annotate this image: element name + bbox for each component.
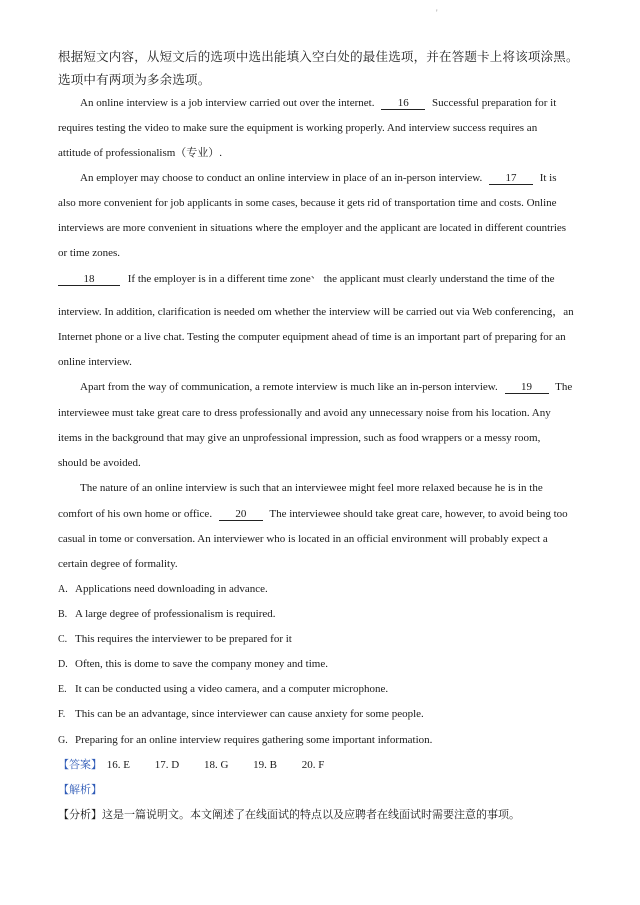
option-letter: D.	[58, 659, 68, 670]
passage-line: should be avoided.	[58, 457, 141, 469]
option-text: Often, this is dome to save the company money and time.	[75, 658, 328, 670]
sentence: It is	[539, 172, 557, 184]
option-letter: B.	[58, 609, 68, 620]
option-text: It can be conducted using a video camera, and a computer microphone.	[75, 683, 389, 695]
analysis-label: 【解析】	[58, 783, 102, 796]
passage-paragraph-3	[58, 272, 555, 287]
instruction-line-1: 根据短文内容，从短文后的选项中选出能填入空白处的最佳选项，并在答题卡上将该项涂黑。	[58, 49, 579, 64]
option-b	[58, 607, 276, 622]
sentence: Successful preparation for it	[431, 97, 557, 109]
header-mark: '	[436, 8, 438, 18]
answer-item: 19. B	[253, 759, 277, 771]
sentence: If the employer is in a different time zone	[127, 273, 311, 285]
passage-paragraph-4	[80, 380, 572, 394]
option-text: Preparing for an online interview requires gathering some important information.	[75, 734, 433, 746]
fenxi-label: 【分析】	[58, 808, 102, 821]
passage-paragraph-5: The nature of an online interview is such that an interviewee might feel more relaxed because he is in the	[80, 482, 543, 494]
sentence: comfort of his own home or office.	[58, 508, 213, 520]
sentence: The	[555, 381, 573, 393]
passage-line: certain degree of formality.	[58, 558, 178, 570]
analysis-heading	[58, 783, 102, 797]
sentence: An online interview is a job interview carried out over the internet.	[80, 97, 375, 109]
option-letter: E.	[58, 684, 67, 695]
passage-paragraph-1	[80, 96, 556, 110]
sentence: Apart from the way of communication, a remote interview is much like an in-person interview.	[80, 381, 498, 393]
passage-line: Internet phone or a live chat. Testing the computer equipment ahead of time is an important part of preparing for an	[58, 331, 566, 343]
option-a	[58, 582, 268, 597]
option-c	[58, 632, 292, 647]
option-letter: F.	[58, 709, 66, 720]
answer-item: 17. D	[154, 759, 180, 771]
option-letter: C.	[58, 634, 68, 645]
option-e	[58, 682, 388, 697]
blank-18: 18	[58, 273, 120, 286]
passage-line: casual in tome or conversation. An interviewer who is located in an official environment will probably expect a	[58, 533, 548, 545]
answer-label: 【答案】	[58, 758, 102, 771]
passage-line: also more convenient for job applicants in some cases, because it gets rid of transportation time and costs. Online	[58, 197, 557, 209]
blank-19: 19	[505, 381, 549, 394]
passage-paragraph-2	[80, 171, 557, 185]
option-text: This can be an advantage, since interviewer can cause anxiety for some people.	[75, 708, 424, 720]
passage-line: items in the background that may give an unprofessional impression, such as food wrappers or a messy room,	[58, 432, 541, 444]
passage-line: requires testing the video to make sure the equipment is working properly. And interview success requires an	[58, 122, 538, 134]
answer-line	[58, 758, 324, 772]
option-letter: G.	[58, 735, 68, 746]
answer-item: 20. F	[301, 759, 325, 771]
passage-line: or time zones.	[58, 247, 121, 259]
analysis-summary	[58, 808, 520, 822]
option-d	[58, 657, 328, 672]
option-text: A large degree of professionalism is required.	[75, 608, 276, 620]
punctuation: 、	[310, 270, 321, 281]
option-f	[58, 707, 424, 722]
passage-line: online interview.	[58, 356, 132, 368]
answer-item: 16. E	[106, 759, 130, 771]
passage-line: interview. In addition, clarification is needed om whether the interview will be carried out via Web conferencing，an	[58, 306, 574, 318]
blank-16: 16	[381, 97, 425, 110]
passage-line: interviews are more convenient in situations where the employer and the applicant are located in different countries	[58, 222, 567, 234]
sentence: An employer may choose to conduct an online interview in place of an in-person interview.	[80, 172, 483, 184]
answer-item: 18. G	[203, 759, 229, 771]
option-g	[58, 733, 432, 748]
option-text: This requires the interviewer to be prepared for it	[75, 633, 292, 645]
passage-line: attitude of professionalism（专业）.	[58, 147, 223, 159]
instruction-line-2: 选项中有两项为多余选项。	[58, 72, 211, 87]
blank-20: 20	[219, 508, 263, 521]
passage-line	[58, 507, 568, 521]
option-letter: A.	[58, 584, 68, 595]
option-text: Applications need downloading in advance.	[75, 583, 268, 595]
fenxi-text: 这是一篇说明文。本文阐述了在线面试的特点以及应聘者在线面试时需要注意的事项。	[102, 808, 520, 821]
sentence: The interviewee should take great care, however, to avoid being too	[269, 508, 568, 520]
sentence: the applicant must clearly understand the time of the	[323, 273, 555, 285]
blank-17: 17	[489, 172, 533, 185]
passage-line: interviewee must take great care to dress professionally and avoid any unnecessary noise from his location. Any	[58, 407, 551, 419]
